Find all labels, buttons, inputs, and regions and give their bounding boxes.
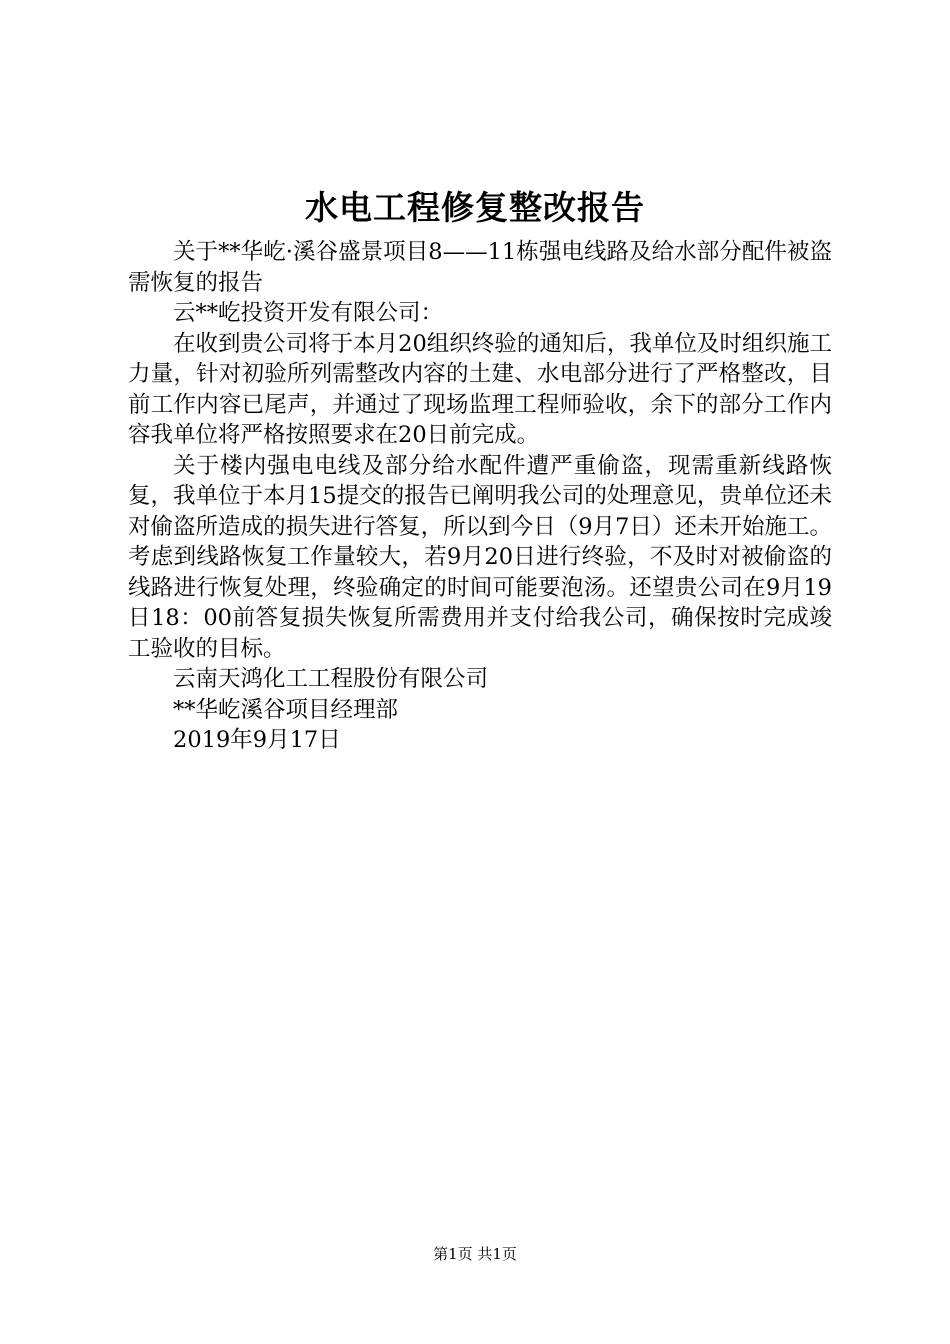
document-body bbox=[128, 237, 832, 756]
document-title: 水电工程修复整改报告 bbox=[305, 188, 645, 227]
subject-line: 关于**华屹·溪谷盛景项目8——11栋强电线路及给水部分配件被盗需恢复的报告 bbox=[128, 239, 832, 296]
body-paragraph-1: 在收到贵公司将于本月20组织终验的通知后，我单位及时组织施工力量，针对初验所列需整改内容的土建、水电部分进行了严格整改，目前工作内容已尾声，并通过了现场监理工程师验收，余下的部分工作内容我单位将严格按照要求在20日前完成。 bbox=[128, 330, 832, 448]
signature-department: **华屹溪谷项目经理部 bbox=[173, 696, 399, 723]
signature-date: 2019年9月17日 bbox=[173, 727, 341, 753]
recipient-line: 云**屹投资开发有限公司： bbox=[173, 300, 444, 326]
body-paragraph-2: 关于楼内强电电线及部分给水配件遭严重偷盗，现需重新线路恢复，我单位于本月15提交的报告已阐明我公司的处理意见，贵单位还未对偷盗所造成的损失进行答复，所以到今日（9月7日）还未开始施工。考虑到线路恢复工作量较大，若9月20日进行终验，不及时对被偷盗的线路进行恢复处理，终验确定的时间可能要泡汤。还望贵公司在9月19日18：00前答复损失恢复所需费用并支付给我公司，确保按时完成竣工验收的目标。 bbox=[128, 452, 832, 662]
page-footer: 第1页 共1页 bbox=[433, 1245, 517, 1263]
signature-company: 云南天鸿化工工程股份有限公司 bbox=[173, 666, 489, 692]
